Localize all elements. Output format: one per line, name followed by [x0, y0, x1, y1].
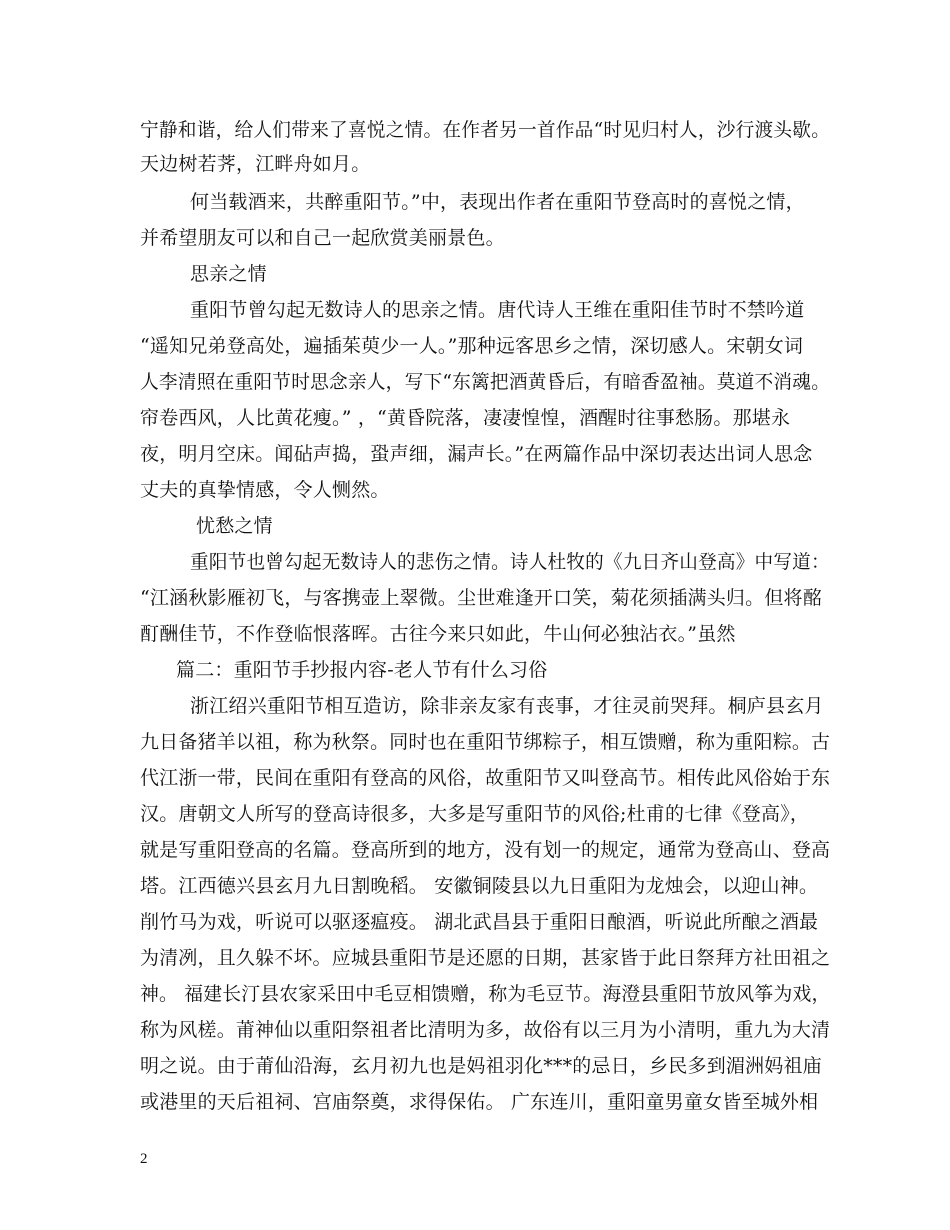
- text-line: 重阳节也曾勾起无数诗人的悲伤之情。诗人杜牧的《九日齐山登高》中写道：: [190, 551, 830, 573]
- text-line: 称为风槎。莆神仙以重阳祭祖者比清明为多，故俗有以三月为小清明，重九为大清: [140, 1019, 831, 1041]
- text-line: 或港里的天后祖祠、宫庙祭奠，求得保佑。 广东连川，重阳童男童女皆至城外相: [140, 1091, 819, 1113]
- text-line: 酊酬佳节，不作登临恨落晖。古往今来只如此，牛山何必独沾衣。”虽然: [140, 623, 736, 645]
- text-line: 并希望朋友可以和自己一起欣赏美丽景色。: [140, 227, 505, 249]
- text-line: 代江浙一带，民间在重阳有登高的风俗，故重阳节又叫登高节。相传此风俗始于东: [140, 767, 831, 789]
- text-line: 为清冽，且久躲不坏。应城县重阳节是还愿的日期，甚家皆于此日祭拜方社田祖之: [140, 947, 831, 969]
- text-line: 丈夫的真挚情感，令人恻然。: [140, 479, 390, 501]
- text-line: 重阳节曾勾起无数诗人的思亲之情。唐代诗人王维在重阳佳节时不禁吟道: [190, 299, 805, 321]
- text-line: 就是写重阳登高的名篇。登高所到的地方，没有划一的规定，通常为登高山、登高: [140, 839, 831, 861]
- text-line: 塔。江西德兴县玄月九日割晚稻。 安徽铜陵县以九日重阳为龙烛会，以迎山神。: [140, 875, 819, 897]
- text-line: “遥知兄弟登高处，遍插茱萸少一人。”那种远客思乡之情，深切感人。宋朝女词: [140, 335, 804, 357]
- text-line: 浙江绍兴重阳节相互造访，除非亲友家有丧事，才往灵前哭拜。桐庐县玄月: [190, 695, 824, 717]
- text-line: 帘卷西风，人比黄花瘦。” ，“黄昏院落，凄凄惶惶，酒醒时往事愁肠。那堪永: [140, 407, 791, 429]
- section-heading: 思亲之情: [190, 263, 267, 285]
- text-line: 人李清照在重阳节时思念亲人，写下“东篱把酒黄昏后，有暗香盈袖。莫道不消魂。: [140, 371, 831, 393]
- text-line: 汉。唐朝文人所写的登高诗很多，大多是写重阳节的风俗;杜甫的七律《登高》，: [140, 803, 810, 825]
- text-line: 明之说。由于莆仙沿海，玄月初九也是妈祖羽化***的忌日，乡民多到湄洲妈祖庙: [140, 1055, 822, 1077]
- page-number: 2: [140, 1151, 148, 1167]
- section-heading: 篇二：重阳节手抄报内容-老人节有什么习俗: [176, 659, 548, 681]
- text-line: 夜，明月空床。闻砧声捣，蛩声细，漏声长。”在两篇作品中深切表达出词人思念: [140, 443, 813, 465]
- section-heading: 忧愁之情: [196, 515, 273, 537]
- text-line: 宁静和谐，给人们带来了喜悦之情。在作者另一首作品“时见归村人，沙行渡头歇。: [140, 119, 831, 141]
- text-line: 何当载酒来，共醉重阳节。”中，表现出作者在重阳节登高时的喜悦之情，: [190, 191, 805, 213]
- text-line: 削竹马为戏，听说可以驱逐瘟疫。 湖北武昌县于重阳日酿酒，听说此所酿之酒最: [140, 911, 819, 933]
- text-line: “江涵秋影雁初飞，与客携壶上翠微。尘世难逢开口笑，菊花须插满头归。但将酩: [140, 587, 822, 609]
- text-line: 天边树若荠，江畔舟如月。: [140, 153, 371, 175]
- text-line: 九日备猪羊以祖，称为秋祭。同时也在重阳节绑粽子，相互馈赠，称为重阳粽。古: [140, 731, 831, 753]
- text-line: 神。 福建长汀县农家采田中毛豆相馈赠，称为毛豆节。海澄县重阳节放风筝为戏，: [140, 983, 831, 1005]
